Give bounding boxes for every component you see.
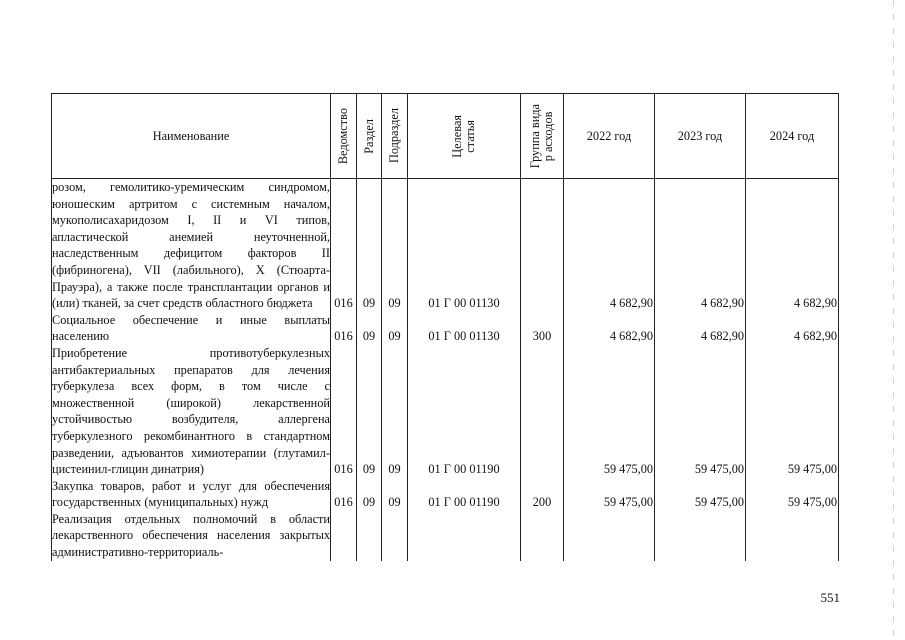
row-dept: 016 [331, 312, 357, 345]
table-row [52, 511, 839, 561]
row-name: Социальное обеспечение и иные выплаты населению [52, 312, 330, 344]
header-name: Наименование [52, 94, 331, 179]
table-header [52, 94, 839, 179]
header-subsection: Подраздел [382, 94, 408, 179]
page-number: 551 [820, 590, 840, 605]
table-row [52, 312, 839, 345]
row-2024: 4 682,90 [746, 179, 839, 312]
header-expense-group: Группа вида р асходов [521, 94, 564, 179]
row-section: 09 [357, 312, 382, 345]
table-row [52, 345, 839, 478]
row-target: 01 Г 00 01190 [408, 345, 521, 478]
table-row [52, 179, 839, 312]
row-2022: 4 682,90 [564, 179, 655, 312]
header-year-2023: 2023 год [655, 94, 746, 179]
row-group: 300 [521, 312, 564, 345]
row-2023: 4 682,90 [655, 179, 746, 312]
row-dept: 016 [331, 345, 357, 478]
header-target: Целевая статья [408, 94, 521, 179]
header-year-2022: 2022 год [564, 94, 655, 179]
row-subsection: 09 [382, 478, 408, 511]
row-name: Приобретение противотуберкулезных антибактериальных препаратов для лечения туберкулеза всех форм, в том числе с множественной (широкой) лекарственной устойчивостью возбудителя, аллергена туберкулезного рекомбинантного в стандартном разведении, адъювантов химиотерапии (глутамил-цистеинил-глицин динатрия) [52, 345, 330, 477]
row-target: 01 Г 00 01130 [408, 312, 521, 345]
row-name: Закупка товаров, работ и услуг для обеспечения государственных (муниципальных) нужд [52, 478, 330, 510]
row-2024: 59 475,00 [746, 478, 839, 511]
row-2024 [746, 511, 839, 561]
row-section: 09 [357, 345, 382, 478]
row-subsection: 09 [382, 345, 408, 478]
table-body [52, 179, 839, 561]
row-2023: 4 682,90 [655, 312, 746, 345]
row-subsection: 09 [382, 312, 408, 345]
budget-table [51, 93, 839, 561]
row-target: 01 Г 00 01130 [408, 179, 521, 312]
row-section [357, 511, 382, 561]
row-subsection [382, 511, 408, 561]
row-dept: 016 [331, 179, 357, 312]
row-name: Реализация отдельных полномочий в области лекарственного обеспечения населения закрытых административно-территориаль- [52, 511, 330, 560]
row-2023: 59 475,00 [655, 478, 746, 511]
row-section: 09 [357, 179, 382, 312]
row-group [521, 179, 564, 312]
row-name: розом, гемолитико-уремическим синдромом, юношеским артритом с системным началом, мукополисахаридозом I, II и VI типов, апластической анемией неуточненной, наследственным дефицитом факторов II (фибриногена), VII (лабильного), X (Стюарта-Прауэра), а также после трансплантации органов и (или) тканей, за счет средств областного бюджета [52, 180, 330, 311]
row-2023: 59 475,00 [655, 345, 746, 478]
scan-margin-line [893, 0, 894, 640]
row-2024: 4 682,90 [746, 312, 839, 345]
row-target [408, 511, 521, 561]
header-dept: Ведомство [331, 94, 357, 179]
row-subsection: 09 [382, 179, 408, 312]
row-2022 [564, 511, 655, 561]
row-dept [331, 511, 357, 561]
row-2023 [655, 511, 746, 561]
row-section: 09 [357, 478, 382, 511]
row-dept: 016 [331, 478, 357, 511]
row-group [521, 345, 564, 478]
row-2022: 4 682,90 [564, 312, 655, 345]
table-row [52, 478, 839, 511]
row-2022: 59 475,00 [564, 478, 655, 511]
row-2024: 59 475,00 [746, 345, 839, 478]
row-target: 01 Г 00 01190 [408, 478, 521, 511]
row-group [521, 511, 564, 561]
row-group: 200 [521, 478, 564, 511]
header-year-2024: 2024 год [746, 94, 839, 179]
header-section: Раздел [357, 94, 382, 179]
row-2022: 59 475,00 [564, 345, 655, 478]
